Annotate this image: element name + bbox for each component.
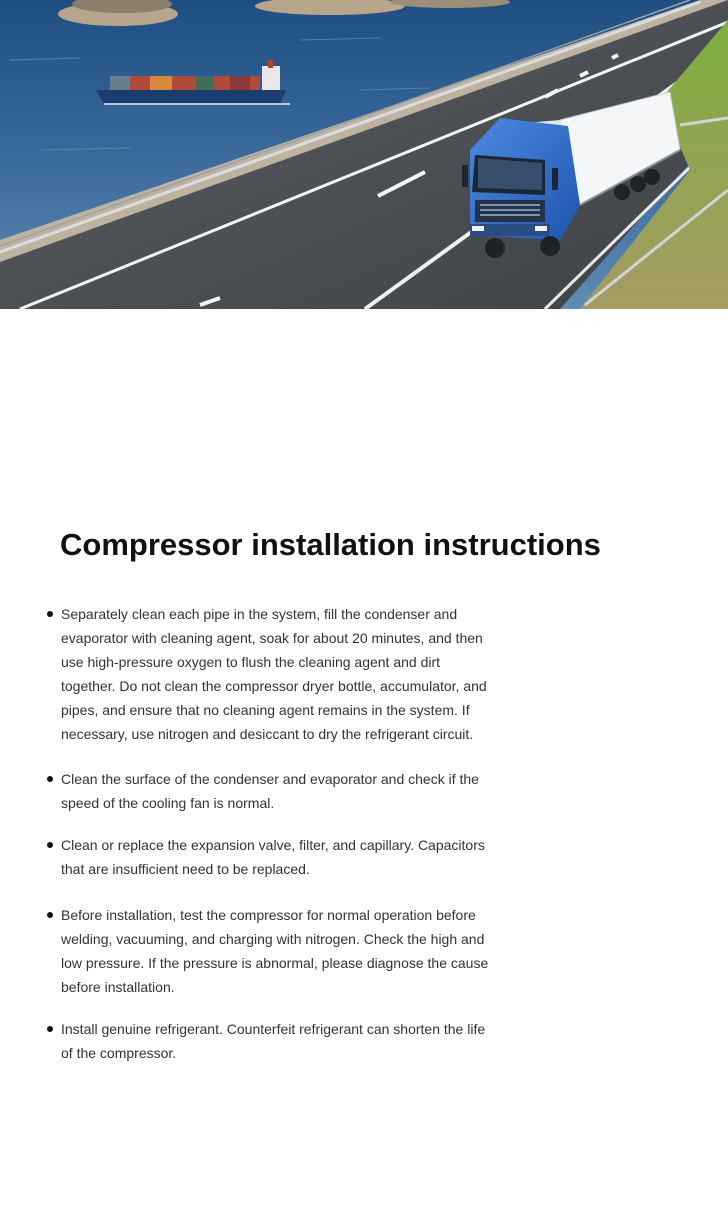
list-item-text: Clean the surface of the condenser and evaporator and check if the speed of the cooling fan is normal. xyxy=(61,771,479,811)
bullet-icon xyxy=(47,912,53,918)
list-item-text: Install genuine refrigerant. Counterfeit refrigerant can shorten the life of the compressor. xyxy=(61,1021,486,1061)
list-item xyxy=(61,1017,493,1065)
list-item-text: Clean or replace the expansion valve, filter, and capillary. Capacitors that are insufficient need to be replaced. xyxy=(61,837,485,877)
page-title: Compressor installation instructions xyxy=(60,527,601,562)
list-item xyxy=(61,833,493,881)
instruction-list xyxy=(61,602,493,1085)
list-item xyxy=(61,767,493,815)
list-item-text: Before installation, test the compressor for normal operation before welding, vacuuming, and charging with nitrogen. Check the high and low pressure. If the pressure is abnormal, please diagnose the cause before installation. xyxy=(61,907,489,995)
bullet-icon xyxy=(47,842,53,848)
bullet-icon xyxy=(47,1026,53,1032)
bullet-icon xyxy=(47,611,53,617)
bullet-icon xyxy=(47,776,53,782)
list-item xyxy=(61,903,493,999)
list-item xyxy=(61,602,493,746)
list-item-text: Separately clean each pipe in the system, fill the condenser and evaporator with cleaning agent, soak for about 20 minutes, and then use high-pressure oxygen to flush the cleaning agent and dirt together. Do not clean the compressor dryer bottle, accumulator, and pipes, and ensure that no cleaning agent remains in the system. If necessary, use nitrogen and desiccant to dry the refrigerant circuit. xyxy=(61,606,487,742)
